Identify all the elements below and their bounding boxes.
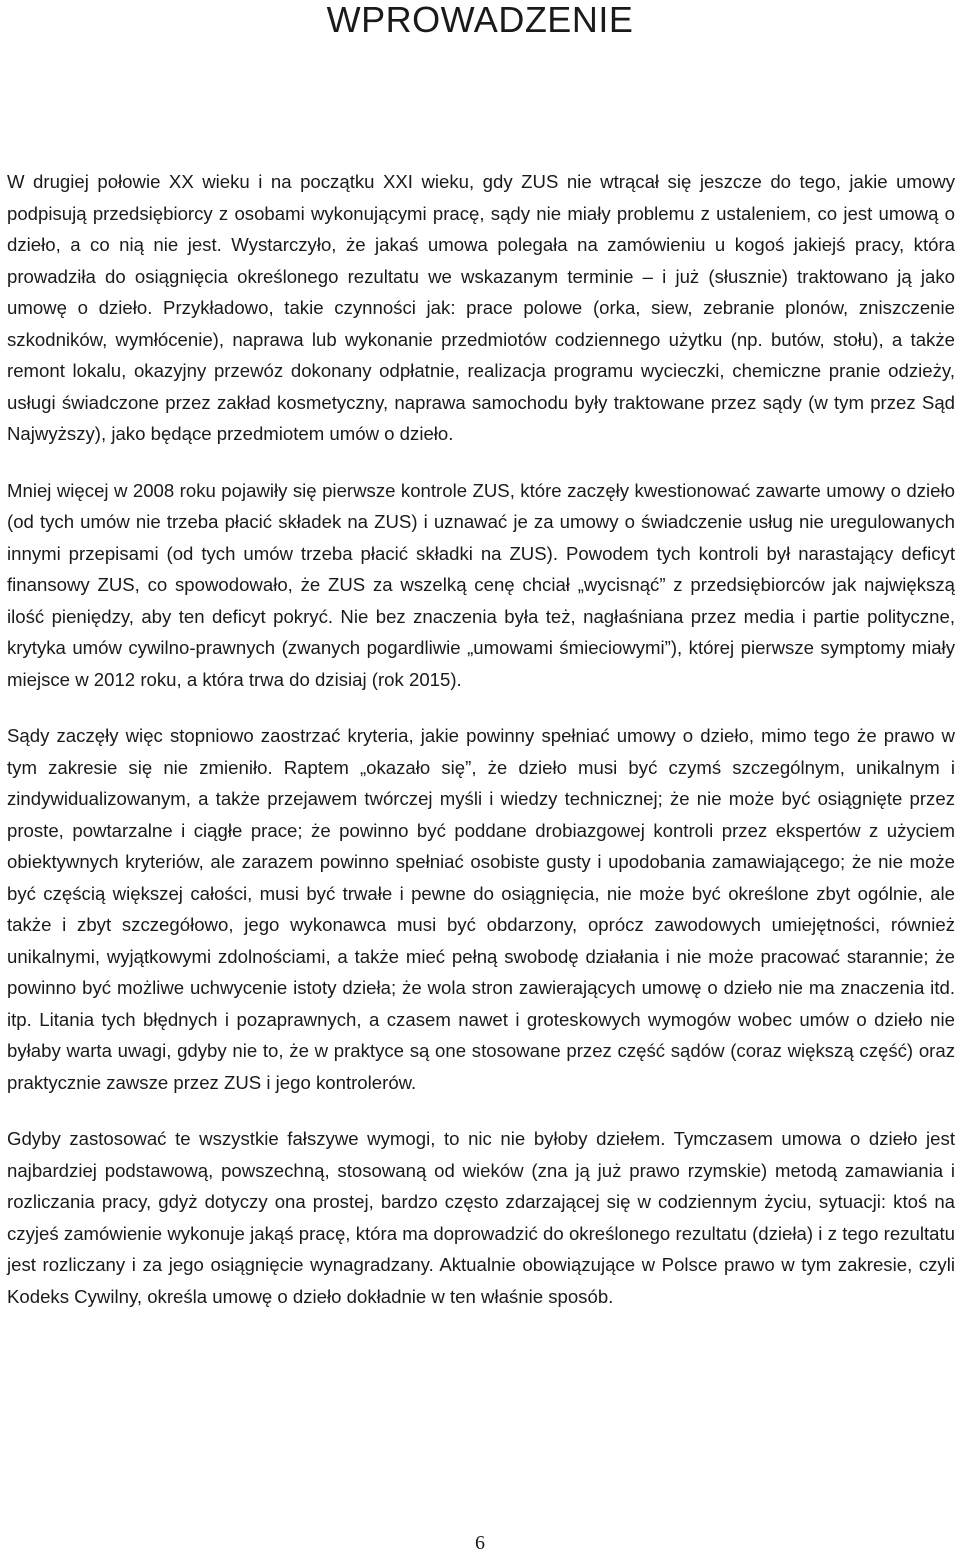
page-title: WPROWADZENIE [326,0,634,40]
paragraph-4: Gdyby zastosować te wszystkie fałszywe wymogi, to nic nie byłoby dziełem. Tymczasem umowa o dzieło jest najbardziej podstawową, powszechną, stosowaną od wieków (zna ją już prawo rzymskie) metodą zamawiania i rozliczania pracy, gdyż dotyczy ona prostej, bardzo często zdarzającej się w codziennym życiu, sytuacji: ktoś na czyjeś zamówienie wykonuje jakąś pracę, która ma doprowadzić do określonego rezultatu (dzieła) i z tego rezultatu jest rozliczany i za jego osiągnięcie wynagradzany. Aktualnie obowiązujące w Polsce prawo w tym zakresie, czyli Kodeks Cywilny, określa umowę o dzieło dokładnie w ten właśnie sposób. [7,1128,955,1307]
document-body [7,166,955,1312]
paragraph-2: Mniej więcej w 2008 roku pojawiły się pierwsze kontrole ZUS, które zaczęły kwestionować zawarte umowy o dzieło (od tych umów nie trzeba płacić składek na ZUS) i uznawać je za umowy o świadczenie usług nie uregulowanych innymi przepisami (od tych umów trzeba płacić składki na ZUS). Powodem tych kontroli był narastający deficyt finansowy ZUS, co spowodowało, że ZUS za wszelką cenę chciał „wycisnąć” z przedsiębiorców jak największą ilość pieniędzy, aby ten deficyt pokryć. Nie bez znaczenia była też, nagłaśniana przez media i partie polityczne, krytyka umów cywilno-prawnych (zwanych pogardliwie „umowami śmieciowymi”), której pierwsze symptomy miały miejsce w 2012 roku, a która trwa do dzisiaj (rok 2015). [7,479,955,690]
paragraph-1: W drugiej połowie XX wieku i na początku XXI wieku, gdy ZUS nie wtrącał się jeszcze do tego, jakie umowy podpisują przedsiębiorcy z osobami wykonującymi pracę, sądy nie miały problemu z ustaleniem, co jest umową o dzieło, a co nią nie jest. Wystarczyło, że jakaś umowa polegała na zamówieniu u kogoś jakiejś pracy, która prowadziła do osiągnięcia określonego rezultatu we wskazanym terminie – i już (słusznie) traktowano ją jako umowę o dzieło. Przykładowo, takie czynności jak: prace polowe (orka, siew, zebranie plonów, zniszczenie szkodników, wymłócenie), naprawa lub wykonanie przedmiotów codziennego użytku (np. butów, stołu), a także remont lokalu, okazyjny przewóz dokonany odpłatnie, realizacja programu wycieczki, chemiczne pranie odzieży, usługi świadczone przez zakład kosmetyczny, naprawa samochodu były traktowane przez sądy (w tym przez Sąd Najwyższy), jako będące przedmiotem umów o dzieło. [7,171,955,444]
page-number: 6 [475,1532,485,1554]
paragraph-3: Sądy zaczęły więc stopniowo zaostrzać kryteria, jakie powinny spełniać umowy o dzieło, mimo tego że prawo w tym zakresie się nie zmieniło. Raptem „okazało się”, że dzieło musi być czymś szczególnym, unikalnym i zindywidualizowanym, a także przejawem twórczej myśli i wiedzy technicznej; że nie może być osiągnięte przez proste, powtarzalne i ciągłe prace; że powinno być poddane drobiazgowej kontroli przez ekspertów z użyciem obiektywnych kryteriów, ale zarazem powinno spełniać osobiste gusty i upodobania zamawiającego; że nie może być częścią większej całości, musi być trwałe i pewne do osiągnięcia, nie może być określone zbyt ogólnie, ale także i zbyt szczegółowo, jego wykonawca musi być obdarzony, oprócz zawodowych umiejętności, również unikalnymi, wyjątkowymi zdolnościami, a także mieć pełną swobodę działania i nie może pracować starannie; że powinno być możliwe uchwycenie istoty dzieła; że wola stron zawierających umowę o dzieło nie ma znaczenia itd. itp. Litania tych błędnych i pozaprawnych, a czasem nawet i groteskowych wymogów wobec umów o dzieło nie byłaby warta uwagi, gdyby nie to, że w praktyce są one stosowane przez część sądów (coraz większą część) oraz praktycznie zawsze przez ZUS i jego kontrolerów. [7,725,955,1093]
